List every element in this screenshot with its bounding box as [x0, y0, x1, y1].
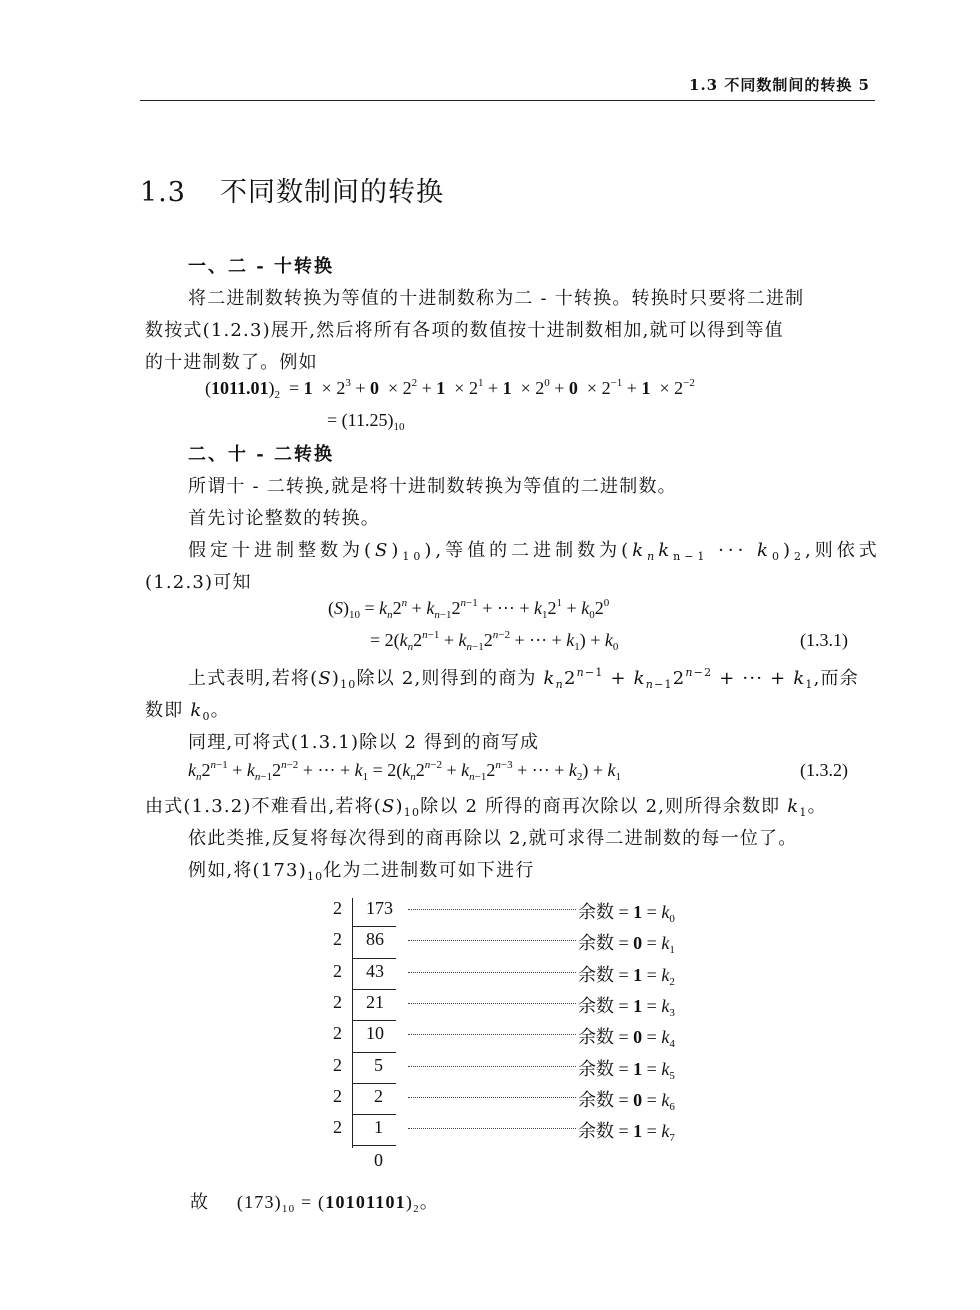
divisor: 2 — [333, 991, 342, 1012]
quotient: 10 — [366, 1023, 384, 1044]
paragraph-line: 同理,可将式(1.3.1)除以 2 得到的商写成 — [188, 732, 540, 753]
divisor: 2 — [333, 898, 342, 918]
division-underline — [352, 1083, 396, 1084]
equation-line: = $2(k_n2^{n-1} + k_{n-1}2^{n-2}$ + ··· + $k_1) + k_0$ — [370, 629, 619, 653]
equation-number: (1.3.1) — [800, 630, 848, 650]
divisor: 2 — [333, 1023, 342, 1044]
leader-dots — [408, 1034, 576, 1035]
division-row — [328, 898, 708, 929]
leader-dots — [408, 1066, 576, 1067]
equation-number: (1.3.2) — [800, 760, 848, 780]
remainder-label: 余数 = $1 = k_7$ — [578, 1121, 675, 1145]
division-underline — [352, 1114, 396, 1115]
leader-dots — [408, 1003, 576, 1004]
quotient: 1 — [374, 1117, 383, 1138]
conclusion-line: 故 $(173)_{10} = (10101101)_2$。 — [190, 1192, 439, 1215]
paragraph-line: 首先讨论整数的转换。 — [188, 508, 380, 529]
remainder-label: 余数 = $1 = k_3$ — [578, 995, 675, 1019]
division-underline — [352, 926, 396, 927]
division-underline — [352, 1020, 396, 1021]
running-header: 1.3 不同数制间的转换 5 — [689, 76, 870, 94]
divisor: 2 — [333, 1054, 342, 1075]
remainder-label: 余数 = $0 = k_6$ — [578, 1089, 675, 1113]
division-row — [328, 929, 708, 960]
remainder-label: 余数 = $1 = k_0$ — [578, 902, 675, 925]
division-row — [328, 1023, 708, 1054]
binary-expansion-equation: $(1011.01)_2 = 1 \times 2^3 + 0 \times 2^2 + 1 \times 2^1 + 1 \times 2^0 + 0 \times 2^{-1} + 1 \times 2^{-2}$ — [205, 377, 695, 401]
remainder-label: 余数 = $1 = k_2$ — [578, 964, 675, 988]
section-title: 不同数制间的转换 — [219, 177, 444, 208]
header-rule — [140, 100, 875, 101]
paragraph-line: 的十进制数了。例如 — [145, 352, 318, 373]
divisor: 2 — [333, 929, 342, 950]
division-row — [328, 1117, 708, 1148]
paragraph-line: 由式(1.3.2)不难看出,若将$(S)_{10}$除以 2 所得的商再次除以 2,则所得余数即 $k_1$。 — [145, 796, 827, 819]
quotient: 86 — [366, 929, 384, 950]
leader-dots — [408, 909, 576, 910]
division-row — [328, 961, 708, 992]
binary-expansion-result: = $(11.25)_{10}$ — [327, 410, 405, 433]
quotient: 5 — [374, 1054, 383, 1075]
subsection-title-2: 二、十 - 二转换 — [188, 444, 335, 465]
quotient: 43 — [366, 960, 384, 981]
division-underline — [352, 1052, 396, 1053]
paragraph-line: 所谓十 - 二转换,就是将十进制数转换为等值的二进制数。 — [188, 476, 677, 497]
leader-dots — [408, 940, 576, 941]
remainder-label: 余数 = $0 = k_4$ — [578, 1027, 675, 1051]
section-number: 1.3 — [140, 177, 186, 208]
section-heading — [140, 170, 444, 209]
paragraph-line: 例如,将$(173)_{10}$化为二进制数可如下进行 — [188, 860, 535, 883]
divisor: 2 — [333, 1117, 342, 1138]
leader-dots — [408, 1097, 576, 1098]
division-underline — [352, 1145, 396, 1146]
equation-line: $(S)_{10} = k_n2^n + k_{n-1}2^{n-1}$ + ··· + $k_12^1 + k_02^0$ — [328, 597, 610, 621]
equation-line: $k_n2^{n-1} + k_{n-1}2^{n-2}$ + ··· + $k_1 = 2(k_n2^{n-2} + k_{n-1}2^{n-3}$ + ··· + $k_2) + k_1$ — [188, 759, 622, 783]
paragraph-line: 假定十进制整数为$(S)_{10}$),等值的二进制数为($k_nk_{n-1}$ ··· $k_0)_2$,则依式 — [188, 540, 881, 563]
leader-dots — [408, 972, 576, 973]
subsection-title-1: 一、二 - 十转换 — [188, 256, 335, 277]
division-underline — [352, 989, 396, 990]
quotient: 21 — [366, 991, 384, 1012]
paragraph-line: 上式表明,若将$(S)_{10}$除以 2,则得到的商为 $k_n2^{n-1} + k_{n-1}2^{n-2}$ + ··· + $k_1$,而余 — [188, 666, 859, 691]
quotient: 173 — [366, 898, 393, 918]
paragraph-line: 数即 $k_0$。 — [145, 700, 230, 723]
division-underline — [352, 958, 396, 959]
divisor: 2 — [333, 960, 342, 981]
final-quotient: 0 — [374, 1150, 383, 1170]
leader-dots — [408, 1128, 576, 1129]
remainder-label: 余数 = $1 = k_5$ — [578, 1058, 675, 1082]
division-row — [328, 1086, 708, 1117]
division-row — [328, 1055, 708, 1086]
paragraph-line: 依此类推,反复将每次得到的商再除以 2,就可求得二进制数的每一位了。 — [188, 828, 798, 849]
paragraph-line: (1.2.3)可知 — [145, 572, 252, 593]
paragraph-line: 数按式(1.2.3)展开,然后将所有各项的数值按十进制数相加,就可以得到等值 — [145, 320, 784, 341]
division-row — [328, 992, 708, 1023]
paragraph-line: 将二进制数转换为等值的十进制数称为二 - 十转换。转换时只要将二进制 — [188, 288, 805, 309]
divisor: 2 — [333, 1085, 342, 1106]
remainder-label: 余数 = $0 = k_1$ — [578, 933, 675, 957]
quotient: 2 — [374, 1085, 383, 1106]
